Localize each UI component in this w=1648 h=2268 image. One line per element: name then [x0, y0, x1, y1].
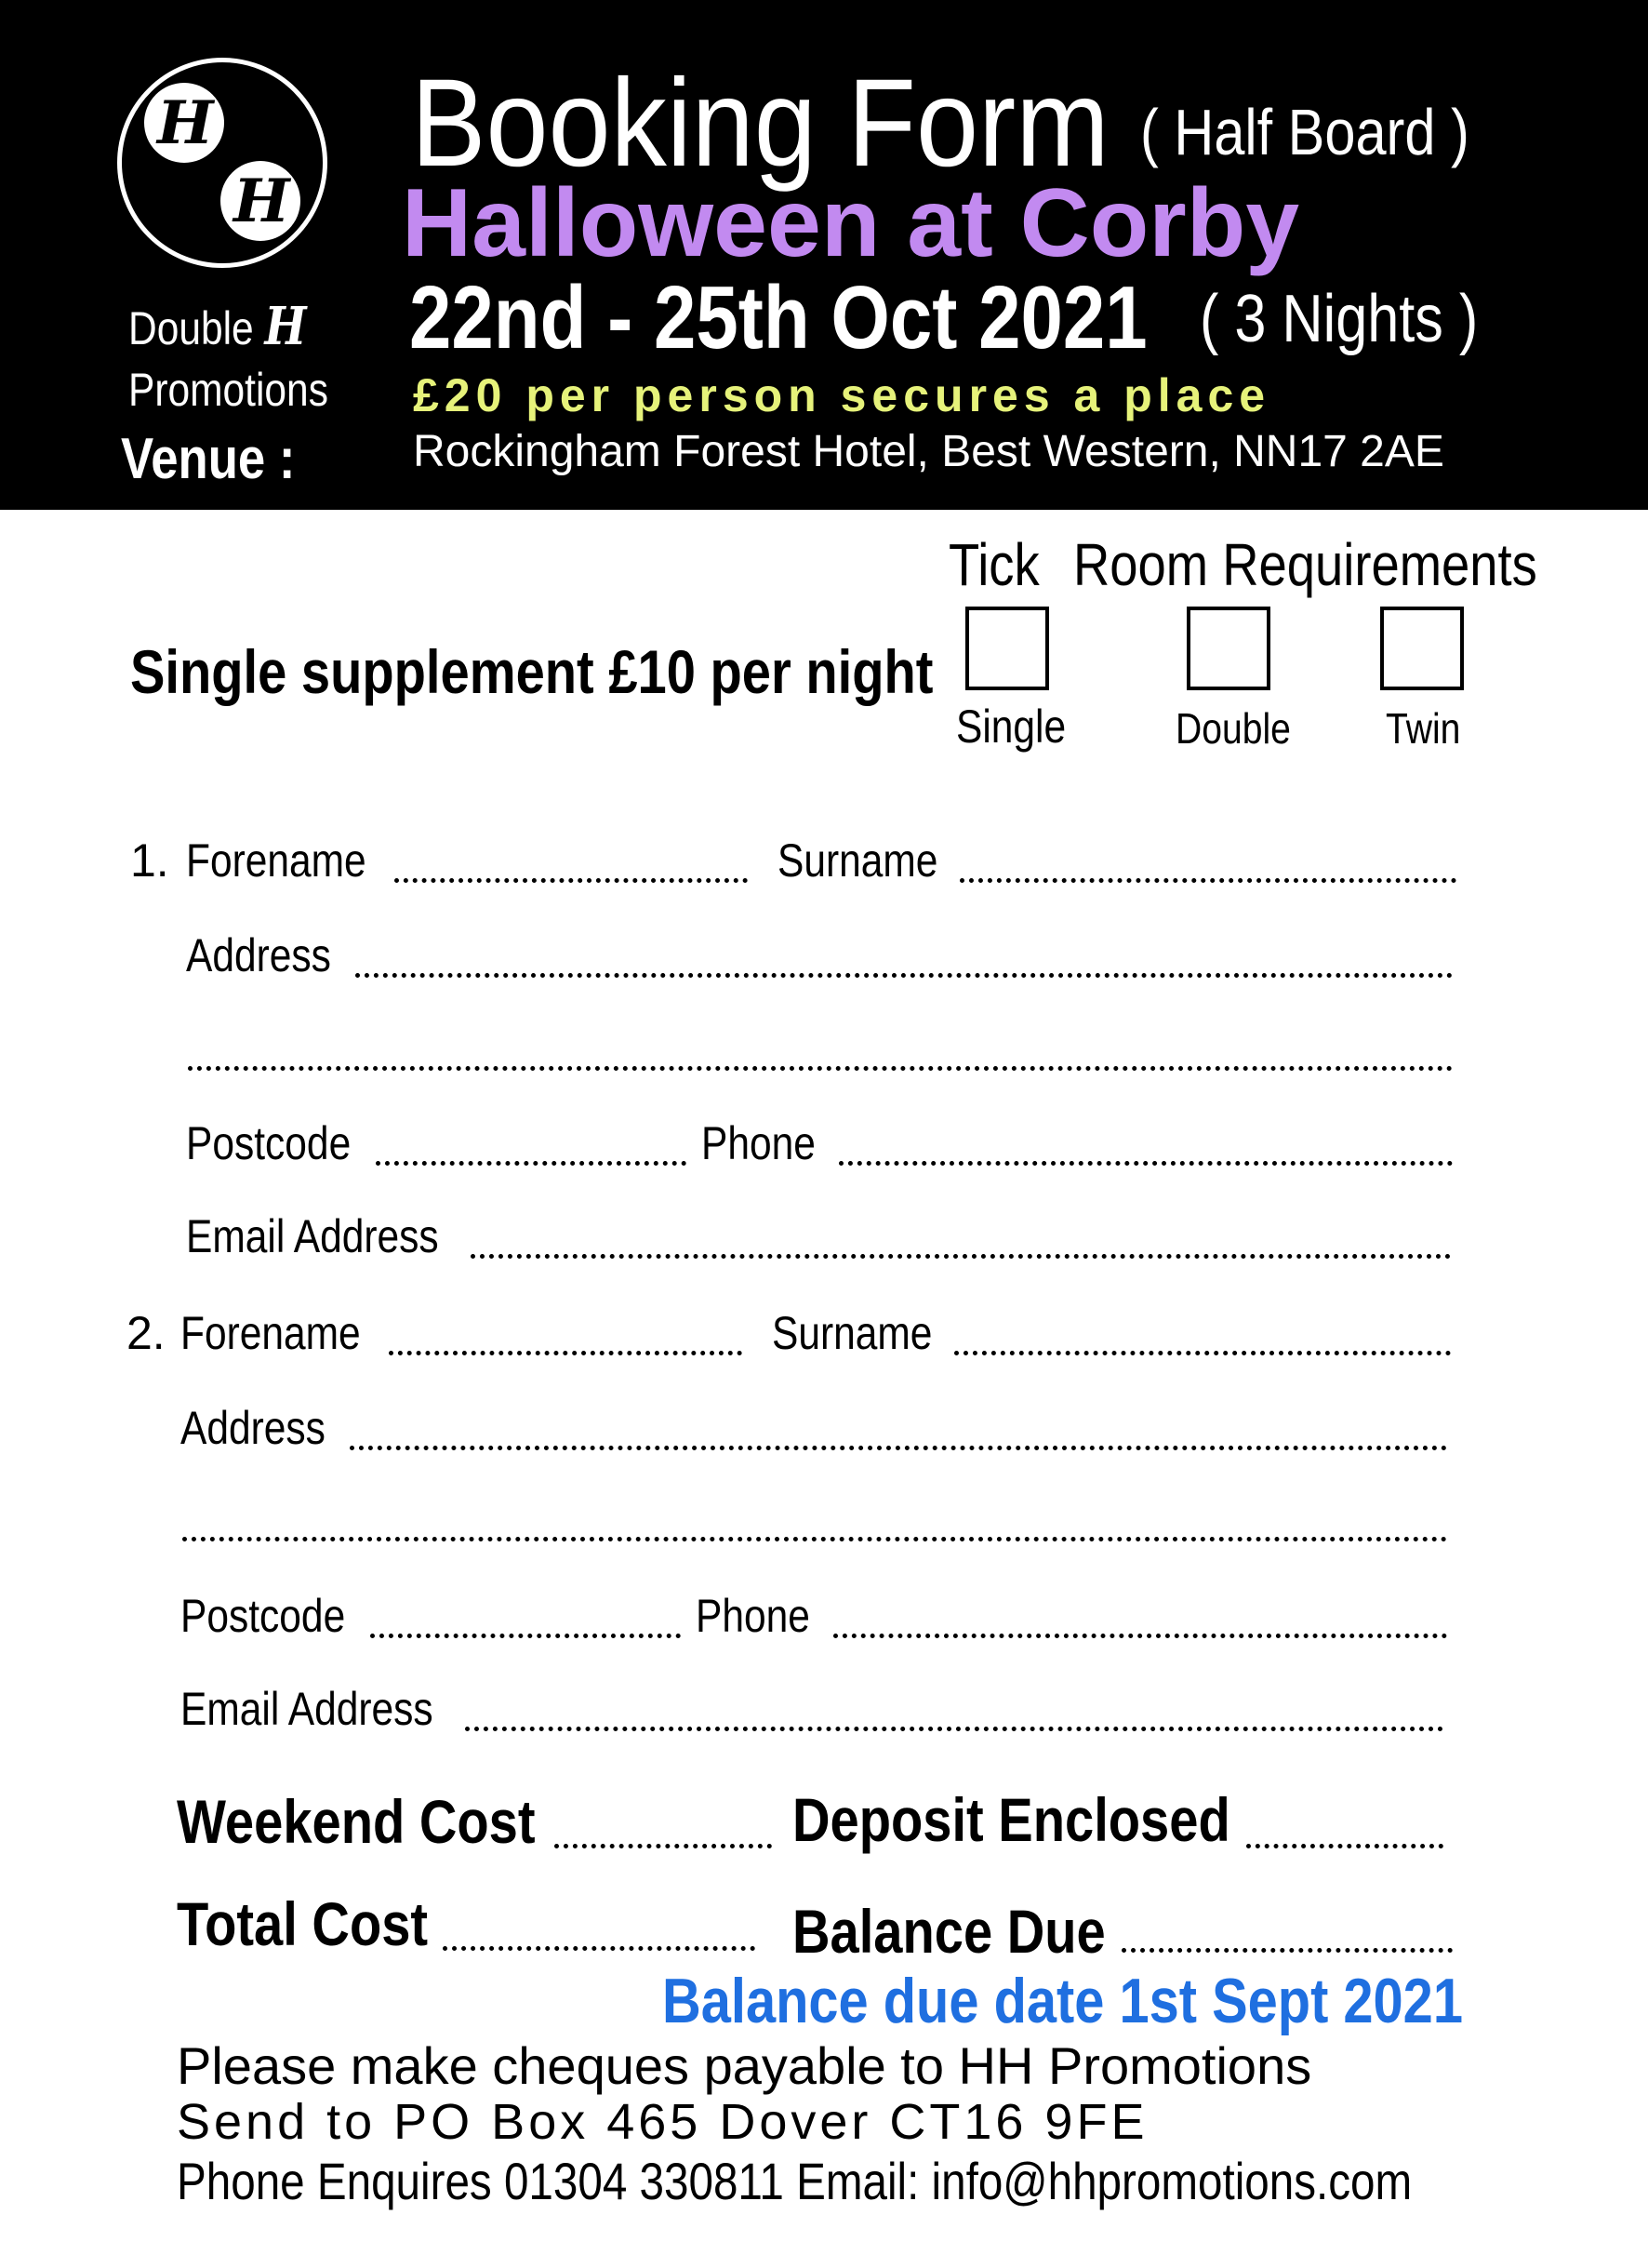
- person1-forename-label: Forename: [186, 834, 366, 887]
- twin-room-label: Twin: [1386, 704, 1461, 753]
- deposit-enclosed-field[interactable]: [1246, 1844, 1443, 1848]
- balance-due-date: Balance due date 1st Sept 2021: [662, 1966, 1463, 2036]
- double-room-label: Double: [1176, 704, 1291, 753]
- person1-address-field-line2[interactable]: [188, 1066, 1453, 1071]
- hh-logo: [117, 58, 327, 268]
- venue-label: Venue :: [121, 427, 296, 491]
- person1-address-field[interactable]: [355, 973, 1453, 978]
- person2-email-field[interactable]: [465, 1727, 1443, 1731]
- person2-address-label: Address: [180, 1402, 326, 1454]
- contact-enquiries: Phone Enquires 01304 330811 Email: info@hhpromotions.com: [177, 2152, 1413, 2210]
- person2-address-field[interactable]: [350, 1446, 1447, 1450]
- person1-postcode-field[interactable]: [376, 1161, 686, 1166]
- logo-letter-top: H: [157, 88, 214, 158]
- weekend-cost-label: Weekend Cost: [177, 1787, 536, 1856]
- person1-number: 1.: [130, 834, 169, 887]
- weekend-cost-field[interactable]: [554, 1844, 772, 1848]
- person2-postcode-field[interactable]: [370, 1634, 681, 1638]
- double-room-checkbox[interactable]: [1187, 607, 1270, 690]
- board-type: ( Half Board ): [1140, 96, 1469, 168]
- person1-postcode-label: Postcode: [186, 1117, 352, 1169]
- event-dates: 22nd - 25th Oct 2021: [409, 268, 1148, 367]
- person2-surname-field[interactable]: [954, 1351, 1451, 1355]
- balance-due-field[interactable]: [1122, 1948, 1453, 1953]
- person2-phone-label: Phone: [696, 1590, 810, 1642]
- person1-surname-label: Surname: [777, 834, 938, 887]
- brand-name-line1: Double H: [128, 296, 307, 357]
- person1-surname-field[interactable]: [960, 878, 1456, 883]
- single-room-checkbox[interactable]: [965, 607, 1049, 690]
- person2-email-label: Email Address: [180, 1683, 433, 1735]
- person1-email-label: Email Address: [186, 1210, 439, 1262]
- person1-email-field[interactable]: [471, 1254, 1451, 1259]
- person1-address-label: Address: [186, 929, 331, 981]
- form-title: Booking Form: [411, 54, 1110, 193]
- person1-phone-field[interactable]: [839, 1161, 1453, 1166]
- single-supplement-note: Single supplement £10 per night: [130, 637, 934, 706]
- person2-forename-field[interactable]: [389, 1351, 742, 1355]
- logo-letter-bottom: H: [233, 167, 290, 236]
- tick-label: Tick: [949, 531, 1040, 598]
- brand-name-line2: Promotions: [128, 364, 328, 416]
- event-nights: ( 3 Nights ): [1200, 282, 1479, 356]
- cheques-instruction: Please make cheques payable to HH Promotions: [177, 2036, 1312, 2095]
- total-cost-label: Total Cost: [177, 1889, 429, 1958]
- person2-number: 2.: [126, 1307, 166, 1359]
- person2-forename-label: Forename: [180, 1307, 361, 1359]
- twin-room-checkbox[interactable]: [1380, 607, 1464, 690]
- brand-letter: H: [264, 296, 307, 357]
- single-room-label: Single: [956, 700, 1067, 753]
- person2-phone-field[interactable]: [833, 1634, 1447, 1638]
- room-requirements-heading: Room Requirements: [1073, 531, 1537, 598]
- deposit-note: £20 per person secures a place: [413, 369, 1271, 421]
- person1-forename-field[interactable]: [394, 878, 748, 883]
- header-banner: [0, 0, 1648, 510]
- postal-address: Send to PO Box 465 Dover CT16 9FE: [177, 2094, 1149, 2150]
- venue-address: Rockingham Forest Hotel, Best Western, NN17 2AE: [413, 427, 1444, 476]
- person1-phone-label: Phone: [701, 1117, 816, 1169]
- deposit-enclosed-label: Deposit Enclosed: [792, 1785, 1230, 1854]
- person2-postcode-label: Postcode: [180, 1590, 346, 1642]
- event-name: Halloween at Corby: [402, 169, 1300, 277]
- total-cost-field[interactable]: [443, 1946, 755, 1951]
- balance-due-label: Balance Due: [792, 1897, 1106, 1966]
- person2-address-field-line2[interactable]: [182, 1537, 1447, 1541]
- person2-surname-label: Surname: [772, 1307, 933, 1359]
